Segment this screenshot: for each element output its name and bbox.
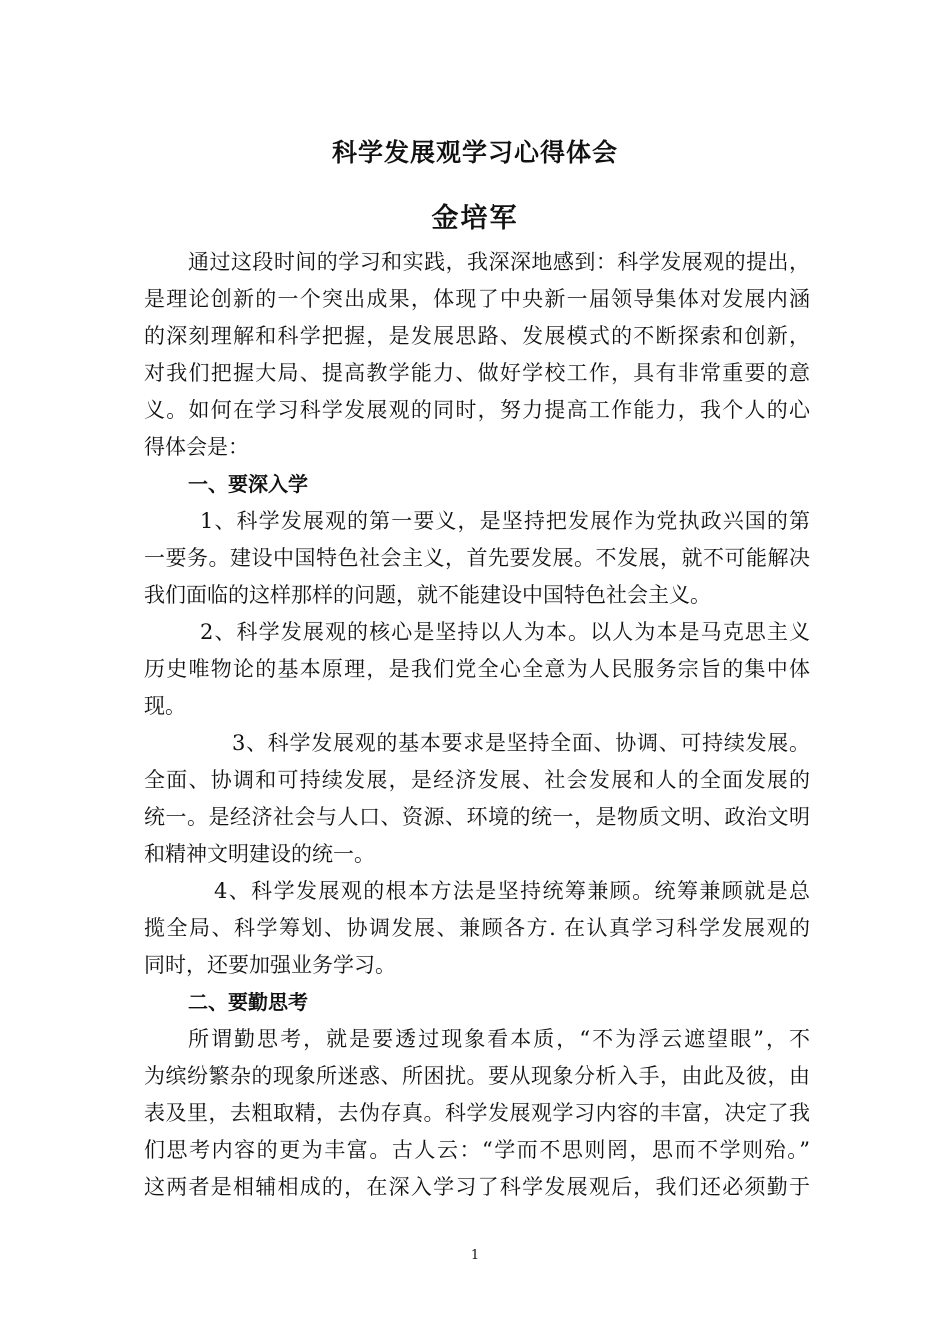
paragraph-line: 所谓勤思考，就是要透过现象看本质，“不为浮云遮望眼”，不 <box>188 1027 810 1051</box>
paragraph-line: 和精神文明建设的统一。 <box>144 842 375 866</box>
paragraph-line: 1、科学发展观的第一要义，是坚持把发展作为党执政兴国的第 <box>200 509 810 533</box>
paragraph-line: 们思考内容的更为丰富。古人云：“学而不思则罔，思而不学则殆。” <box>144 1138 810 1162</box>
paragraph-line: 表及里，去粗取精，去伪存真。科学发展观学习内容的丰富，决定了我 <box>144 1101 810 1125</box>
paragraph-line: 历史唯物论的基本原理，是我们党全心全意为人民服务宗旨的集中体 <box>144 657 810 681</box>
paragraph-line: 统一。是经济社会与人口、资源、环境的统一，是物质文明、政治文明 <box>144 805 810 829</box>
paragraph-line: 义。如何在学习科学发展观的同时，努力提高工作能力，我个人的心 <box>144 398 810 422</box>
paragraph-line: 同时，还要加强业务学习。 <box>144 953 396 977</box>
document-body <box>144 244 810 1206</box>
paragraph-line: 一要务。建设中国特色社会主义，首先要发展。不发展，就不可能解决 <box>144 546 810 570</box>
paragraph-line: 揽全局、科学筹划、协调发展、兼顾各方. 在认真学习科学发展观的 <box>144 916 810 940</box>
document-author: 金培军 <box>431 203 519 234</box>
page-number: 1 <box>470 1248 480 1263</box>
paragraph-line: 3、科学发展观的基本要求是坚持全面、协调、可持续发展。 <box>232 731 810 755</box>
paragraph-line: 是理论创新的一个突出成果，体现了中央新一届领导集体对发展内涵 <box>144 287 810 311</box>
paragraph-line: 2、科学发展观的核心是坚持以人为本。以人为本是马克思主义 <box>200 620 810 644</box>
paragraph-line: 对我们把握大局、提高教学能力、做好学校工作，具有非常重要的意 <box>144 361 810 385</box>
document-title: 科学发展观学习心得体会 <box>331 138 618 167</box>
paragraph-line: 为缤纷繁杂的现象所迷惑、所困扰。要从现象分析入手，由此及彼，由 <box>144 1064 810 1088</box>
section-heading: 二、要勤思考 <box>188 990 308 1014</box>
section-heading: 一、要深入学 <box>188 472 308 496</box>
paragraph-line: 得体会是： <box>144 435 249 459</box>
paragraph-line: 4、科学发展观的根本方法是坚持统筹兼顾。统筹兼顾就是总 <box>214 879 810 903</box>
paragraph-line: 这两者是相辅相成的，在深入学习了科学发展观后，我们还必须勤于 <box>144 1175 810 1199</box>
paragraph-line: 通过这段时间的学习和实践，我深深地感到：科学发展观的提出， <box>188 250 810 274</box>
paragraph-line: 全面、协调和可持续发展，是经济发展、社会发展和人的全面发展的 <box>144 768 810 792</box>
paragraph-line: 现。 <box>144 694 186 718</box>
paragraph-line: 的深刻理解和科学把握，是发展思路、发展模式的不断探索和创新， <box>144 324 810 348</box>
paragraph-line: 我们面临的这样那样的问题，就不能建设中国特色社会主义。 <box>144 583 711 607</box>
